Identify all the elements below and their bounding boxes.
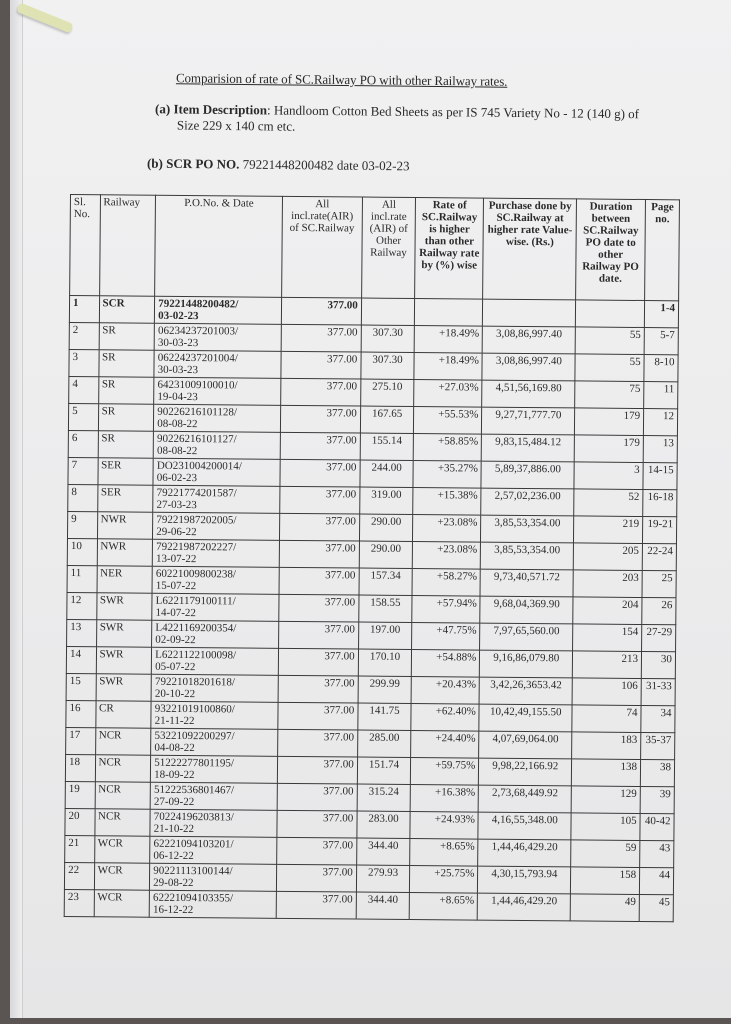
cell-railway: SR bbox=[99, 323, 155, 350]
po-number: 70224196203813/ bbox=[153, 810, 234, 824]
document-title: Comparision of rate of SC.Railway PO with other Railway rates. bbox=[175, 70, 508, 89]
header-po-date: P.O.No. & Date bbox=[155, 195, 283, 297]
cell-sl-no: 10 bbox=[67, 538, 97, 565]
cell-railway: NCR bbox=[95, 755, 151, 782]
cell-duration: 106 bbox=[572, 678, 641, 706]
cell-page-no: 16-18 bbox=[643, 490, 677, 517]
cell-rate-higher-pct: +35.27% bbox=[413, 461, 481, 489]
cell-purchase-value: 4,16,55,348.00 bbox=[478, 812, 571, 840]
cell-air-scr: 377.00 bbox=[280, 459, 360, 487]
cell-air-other: 307.30 bbox=[361, 325, 415, 352]
cell-purchase-value: 3,08,86,997.40 bbox=[482, 326, 575, 354]
cell-air-other: 155.14 bbox=[360, 433, 414, 460]
cell-purchase-value: 3,85,53,354.00 bbox=[481, 515, 574, 543]
cell-air-other: 290.00 bbox=[359, 514, 413, 541]
cell-air-other: 197.00 bbox=[358, 622, 412, 649]
cell-air-other: 170.10 bbox=[358, 649, 412, 676]
comparison-table bbox=[64, 194, 680, 922]
cell-air-other: 167.65 bbox=[360, 406, 414, 433]
cell-railway: SWR bbox=[96, 593, 152, 620]
cell-air-scr: 377.00 bbox=[277, 837, 357, 865]
cell-air-scr: 377.00 bbox=[279, 540, 359, 568]
table-body bbox=[64, 296, 678, 922]
cell-air-scr: 377.00 bbox=[276, 891, 356, 919]
po-number: 90226216101128/ bbox=[157, 405, 238, 419]
cell-sl-no: 7 bbox=[68, 457, 98, 484]
cell-page-no: 39 bbox=[640, 787, 674, 814]
cell-po-date bbox=[151, 701, 278, 729]
cell-page-no: 44 bbox=[639, 867, 673, 894]
cell-duration: 203 bbox=[573, 570, 642, 598]
cell-railway: SR bbox=[98, 350, 154, 377]
cell-page-no: 8-10 bbox=[644, 355, 678, 382]
po-number: 64231009100010/ bbox=[157, 378, 238, 392]
cell-railway: NWR bbox=[97, 512, 153, 539]
cell-railway: SWR bbox=[96, 647, 152, 674]
cell-po-date bbox=[154, 404, 281, 432]
po-date: 27-03-23 bbox=[156, 498, 197, 512]
cell-po-date bbox=[152, 593, 279, 621]
cell-air-other: 283.00 bbox=[357, 811, 411, 838]
cell-duration: 154 bbox=[573, 624, 642, 652]
cell-air-other: 290.00 bbox=[359, 541, 413, 568]
po-date: 16-12-22 bbox=[152, 903, 194, 917]
cell-sl-no: 5 bbox=[68, 403, 98, 430]
cell-air-other: 141.75 bbox=[358, 703, 412, 730]
cell-railway: NCR bbox=[95, 728, 151, 755]
cell-sl-no: 19 bbox=[65, 781, 95, 808]
cell-purchase-value: 4,07,69,064.00 bbox=[479, 731, 572, 759]
cell-page-no: 38 bbox=[640, 760, 674, 787]
cell-air-scr: 377.00 bbox=[277, 756, 357, 784]
po-number: 06224237201004/ bbox=[157, 351, 238, 365]
po-number: 79221987202005/ bbox=[156, 513, 237, 527]
cell-purchase-value: 2,57,02,236.00 bbox=[481, 488, 574, 516]
cell-po-date bbox=[150, 863, 277, 891]
cell-railway: NWR bbox=[97, 539, 153, 566]
po-text: 79221448200482 date 03-02-23 bbox=[239, 156, 410, 174]
cell-air-scr: 377.00 bbox=[279, 594, 359, 622]
cell-purchase-value: 7,97,65,560.00 bbox=[480, 623, 573, 651]
cell-purchase-value: 5,89,37,886.00 bbox=[481, 461, 574, 489]
cell-air-other bbox=[361, 298, 415, 325]
cell-duration: 75 bbox=[575, 381, 644, 409]
cell-air-scr: 377.00 bbox=[279, 513, 359, 541]
cell-page-no: 1-4 bbox=[644, 301, 678, 328]
cell-air-other: 158.55 bbox=[359, 595, 413, 622]
cell-rate-higher-pct: +18.49% bbox=[414, 353, 482, 381]
cell-duration: 219 bbox=[574, 516, 643, 544]
cell-po-date bbox=[150, 836, 277, 864]
po-date: 06-02-23 bbox=[156, 471, 198, 485]
item-text-line2: Size 229 x 140 cm etc. bbox=[176, 117, 296, 134]
cell-page-no: 31-33 bbox=[641, 679, 675, 706]
cell-po-date bbox=[153, 431, 280, 459]
cell-duration: 105 bbox=[571, 813, 640, 841]
cell-page-no: 26 bbox=[642, 598, 676, 625]
cell-rate-higher-pct: +24.40% bbox=[411, 730, 479, 758]
po-number: DO231004200014/ bbox=[156, 459, 242, 473]
cell-po-date bbox=[153, 512, 280, 540]
cell-duration: 205 bbox=[573, 543, 642, 571]
cell-railway: SER bbox=[97, 458, 153, 485]
cell-sl-no: 11 bbox=[67, 565, 97, 592]
po-number: 90221113100144/ bbox=[153, 864, 233, 878]
cell-po-date bbox=[150, 809, 277, 837]
cell-rate-higher-pct: +15.38% bbox=[413, 488, 481, 516]
cell-sl-no: 20 bbox=[65, 808, 95, 835]
po-number: 79221987202227/ bbox=[156, 540, 237, 554]
cell-po-date bbox=[154, 377, 281, 405]
cell-rate-higher-pct: +58.27% bbox=[412, 569, 480, 597]
po-date: 21-11-22 bbox=[154, 714, 195, 728]
po-number: 06234237201003/ bbox=[157, 324, 239, 338]
cell-duration: 49 bbox=[570, 894, 639, 922]
po-date: 02-09-22 bbox=[155, 633, 196, 647]
po-date: 30-03-23 bbox=[157, 363, 199, 377]
po-date: 05-07-22 bbox=[155, 660, 196, 674]
cell-duration: 129 bbox=[571, 786, 640, 814]
cell-railway: SWR bbox=[96, 674, 152, 701]
cell-rate-higher-pct: +20.43% bbox=[411, 676, 479, 704]
cell-duration: 213 bbox=[573, 651, 642, 679]
cell-air-other: 157.34 bbox=[359, 568, 413, 595]
cell-po-date bbox=[154, 350, 281, 378]
cell-railway: SER bbox=[97, 485, 153, 512]
cell-duration: 179 bbox=[575, 408, 644, 436]
cell-sl-no: 6 bbox=[68, 430, 98, 457]
cell-po-date bbox=[155, 296, 282, 324]
sheet-stack-edge bbox=[10, 0, 23, 1018]
cell-air-other: 299.99 bbox=[358, 676, 412, 703]
cell-purchase-value: 3,08,86,997.40 bbox=[482, 353, 575, 381]
cell-purchase-value: 1,44,46,429.20 bbox=[478, 893, 571, 921]
header-sl-no: Sl. No. bbox=[70, 195, 100, 296]
cell-air-scr: 377.00 bbox=[277, 810, 357, 838]
po-date: 08-08-22 bbox=[156, 444, 198, 458]
cell-sl-no: 4 bbox=[69, 376, 99, 403]
scr-po-line bbox=[147, 156, 410, 175]
cell-duration: 158 bbox=[571, 867, 640, 895]
po-number: 79221774201587/ bbox=[156, 486, 237, 500]
cell-rate-higher-pct: +47.75% bbox=[412, 623, 480, 651]
cell-rate-higher-pct: +16.38% bbox=[410, 784, 478, 812]
cell-air-scr: 377.00 bbox=[279, 621, 359, 649]
cell-sl-no: 3 bbox=[69, 349, 99, 376]
header-page-no: Page no. bbox=[645, 200, 680, 301]
cell-duration: 138 bbox=[572, 759, 641, 787]
cell-page-no: 35-37 bbox=[641, 733, 675, 760]
cell-purchase-value: 9,27,71,777.70 bbox=[482, 407, 575, 435]
cell-page-no: 5-7 bbox=[644, 328, 678, 355]
cell-sl-no: 14 bbox=[66, 646, 96, 673]
cell-purchase-value: 9,16,86,079.80 bbox=[480, 650, 573, 678]
cell-duration: 59 bbox=[571, 840, 640, 868]
header-rate-higher-pct: Rate of SC.Railway is higher than other Railway rate by (%) wise bbox=[415, 198, 484, 300]
cell-duration: 55 bbox=[575, 354, 644, 382]
cell-purchase-value: 3,42,26,3653.42 bbox=[479, 677, 572, 705]
cell-air-other: 315.24 bbox=[357, 784, 411, 811]
header-purchase-value: Purchase done by SC.Railway at higher rate Value-wise. (Rs.) bbox=[483, 198, 577, 300]
cell-rate-higher-pct: +57.94% bbox=[412, 596, 480, 624]
cell-sl-no: 12 bbox=[67, 592, 97, 619]
cell-sl-no: 1 bbox=[69, 296, 99, 323]
po-number: 62221094103201/ bbox=[153, 837, 234, 851]
po-date: 21-10-22 bbox=[153, 822, 195, 836]
header-railway: Railway bbox=[99, 195, 156, 296]
po-date: 29-08-22 bbox=[153, 876, 194, 890]
cell-railway: WCR bbox=[94, 863, 150, 890]
cell-duration: 55 bbox=[575, 327, 644, 355]
po-date: 13-07-22 bbox=[155, 552, 197, 566]
po-number: 90226216101127/ bbox=[157, 432, 237, 446]
cell-air-scr: 377.00 bbox=[280, 405, 360, 433]
cell-rate-higher-pct: +27.03% bbox=[414, 380, 482, 408]
cell-rate-higher-pct: +8.65% bbox=[409, 892, 477, 920]
item-text: : Handloom Cotton Bed Sheets as per IS 745 Variety No - 12 (140 g) of bbox=[266, 102, 640, 122]
table-row bbox=[64, 889, 673, 921]
cell-sl-no: 15 bbox=[66, 673, 96, 700]
cell-railway: SR bbox=[98, 431, 154, 458]
po-date: 06-12-22 bbox=[153, 849, 194, 863]
cell-sl-no: 17 bbox=[66, 727, 96, 754]
cell-page-no: 19-21 bbox=[643, 517, 677, 544]
po-date: 18-09-22 bbox=[154, 768, 195, 782]
cell-purchase-value: 10,42,49,155.50 bbox=[479, 704, 572, 732]
cell-air-scr: 377.00 bbox=[277, 783, 357, 811]
cell-purchase-value: 1,44,46,429.20 bbox=[478, 839, 571, 867]
po-date: 29-06-22 bbox=[156, 525, 197, 539]
cell-page-no: 22-24 bbox=[642, 544, 676, 571]
cell-po-date bbox=[150, 782, 277, 810]
cell-rate-higher-pct: +55.53% bbox=[414, 407, 482, 435]
po-number: L4221169200354/ bbox=[155, 621, 237, 635]
cell-purchase-value: 9,68,04,369.90 bbox=[480, 596, 573, 624]
cell-po-date bbox=[153, 485, 280, 513]
cell-page-no: 45 bbox=[639, 894, 673, 921]
cell-air-other: 244.00 bbox=[360, 460, 414, 487]
cell-air-scr: 377.00 bbox=[276, 864, 356, 892]
cell-purchase-value: 2,73,68,449.92 bbox=[478, 785, 571, 813]
cell-sl-no: 21 bbox=[65, 835, 95, 862]
cell-po-date bbox=[149, 890, 276, 918]
cell-air-other: 285.00 bbox=[357, 730, 411, 757]
cell-air-other: 319.00 bbox=[359, 487, 413, 514]
po-number: 51222536801467/ bbox=[153, 783, 235, 797]
po-number: 79221448200482/ bbox=[158, 297, 239, 311]
po-number: 93221019100860/ bbox=[154, 702, 235, 716]
table-header-row bbox=[70, 195, 680, 301]
cell-air-scr: 377.00 bbox=[281, 378, 361, 406]
cell-purchase-value: 9,83,15,484.12 bbox=[482, 434, 575, 462]
cell-page-no: 30 bbox=[641, 652, 675, 679]
cell-duration bbox=[576, 300, 645, 328]
cell-air-scr: 377.00 bbox=[279, 567, 359, 595]
cell-sl-no: 2 bbox=[69, 322, 99, 349]
cell-duration: 74 bbox=[572, 705, 641, 733]
po-number: 79221018201618/ bbox=[154, 675, 236, 689]
cell-purchase-value: 4,30,15,793.94 bbox=[478, 866, 571, 894]
cell-railway: NCR bbox=[94, 809, 150, 836]
cell-purchase-value: 9,98,22,166.92 bbox=[479, 758, 572, 786]
item-prefix: (a) bbox=[155, 101, 174, 117]
po-number: 60221009800238/ bbox=[155, 567, 237, 581]
cell-air-scr: 377.00 bbox=[280, 432, 360, 460]
cell-rate-higher-pct: +18.49% bbox=[414, 326, 482, 354]
cell-railway: SR bbox=[98, 404, 154, 431]
cell-page-no: 43 bbox=[640, 840, 674, 867]
po-date: 03-02-23 bbox=[158, 309, 199, 323]
cell-duration: 204 bbox=[573, 597, 642, 625]
cell-railway: WCR bbox=[94, 890, 150, 917]
cell-air-other: 307.30 bbox=[361, 352, 415, 379]
cell-railway: SCR bbox=[99, 296, 155, 323]
cell-rate-higher-pct: +24.93% bbox=[410, 811, 478, 839]
header-air-other: All incl.rate (AIR) of Other Railway bbox=[361, 197, 415, 298]
po-date: 30-03-23 bbox=[157, 336, 199, 350]
header-duration: Duration between SC.Railway PO date to other Railway PO date. bbox=[576, 199, 646, 301]
cell-rate-higher-pct: +23.08% bbox=[413, 542, 481, 570]
cell-air-other: 151.74 bbox=[357, 757, 411, 784]
cell-po-date bbox=[151, 755, 278, 783]
cell-railway: NER bbox=[97, 566, 153, 593]
cell-po-date bbox=[152, 620, 279, 648]
cell-sl-no: 13 bbox=[67, 619, 97, 646]
cell-railway: SR bbox=[98, 377, 154, 404]
po-date: 27-09-22 bbox=[153, 795, 195, 809]
po-number: 53221092200297/ bbox=[154, 729, 235, 743]
cell-duration: 183 bbox=[572, 732, 641, 760]
cell-purchase-value bbox=[483, 299, 576, 327]
cell-air-other: 344.40 bbox=[356, 892, 410, 919]
cell-sl-no: 22 bbox=[64, 862, 94, 889]
cell-air-scr: 377.00 bbox=[278, 648, 358, 676]
cell-air-scr: 377.00 bbox=[281, 297, 361, 325]
cell-po-date bbox=[152, 566, 279, 594]
cell-purchase-value: 9,73,40,571.72 bbox=[480, 569, 573, 597]
cell-air-scr: 377.00 bbox=[278, 702, 358, 730]
cell-railway: NCR bbox=[95, 782, 151, 809]
cell-rate-higher-pct: +25.75% bbox=[410, 865, 478, 893]
cell-page-no: 11 bbox=[644, 382, 678, 409]
cell-sl-no: 9 bbox=[67, 511, 97, 538]
po-date: 14-07-22 bbox=[155, 606, 196, 620]
po-number: 51222277801195/ bbox=[154, 756, 234, 770]
cell-po-date bbox=[153, 458, 280, 486]
cell-duration: 179 bbox=[574, 435, 643, 463]
cell-air-scr: 377.00 bbox=[281, 324, 361, 352]
cell-rate-higher-pct: +58.85% bbox=[413, 434, 481, 462]
cell-page-no: 40-42 bbox=[640, 813, 674, 840]
cell-duration: 3 bbox=[574, 462, 643, 490]
cell-air-other: 279.93 bbox=[356, 865, 410, 892]
cell-air-scr: 377.00 bbox=[281, 351, 361, 379]
cell-page-no: 12 bbox=[643, 409, 677, 436]
cell-po-date bbox=[152, 647, 279, 675]
po-date: 19-04-23 bbox=[157, 390, 198, 404]
cell-rate-higher-pct: +23.08% bbox=[413, 515, 481, 543]
cell-po-date bbox=[151, 728, 278, 756]
po-number: 62221094103355/ bbox=[153, 891, 234, 905]
cell-po-date bbox=[154, 323, 281, 351]
cell-railway: CR bbox=[95, 701, 151, 728]
cell-rate-higher-pct bbox=[415, 299, 483, 327]
cell-air-scr: 377.00 bbox=[278, 729, 358, 757]
item-label: Item Description bbox=[173, 101, 268, 118]
cell-duration: 52 bbox=[574, 489, 643, 517]
po-number: L6221122100098/ bbox=[155, 648, 237, 662]
cell-air-other: 275.10 bbox=[360, 379, 414, 406]
po-label: (b) SCR PO NO. bbox=[146, 155, 240, 172]
header-air-scr: All incl.rate(AIR) of SC.Railway bbox=[282, 196, 363, 298]
cell-air-scr: 377.00 bbox=[280, 486, 360, 514]
cell-railway: SWR bbox=[96, 620, 152, 647]
item-description bbox=[155, 101, 685, 139]
po-date: 04-08-22 bbox=[154, 741, 195, 755]
cell-sl-no: 23 bbox=[64, 889, 94, 916]
cell-rate-higher-pct: +8.65% bbox=[410, 838, 478, 866]
po-date: 15-07-22 bbox=[155, 579, 197, 593]
po-date: 20-10-22 bbox=[154, 687, 196, 701]
cell-purchase-value: 4,51,56,169.80 bbox=[482, 380, 575, 408]
cell-page-no: 25 bbox=[642, 571, 676, 598]
po-number: L6221179100111/ bbox=[155, 594, 236, 608]
cell-sl-no: 18 bbox=[65, 754, 95, 781]
cell-po-date bbox=[152, 539, 279, 567]
cell-air-other: 344.40 bbox=[356, 838, 410, 865]
cell-rate-higher-pct: +59.75% bbox=[411, 757, 479, 785]
cell-purchase-value: 3,85,53,354.00 bbox=[481, 542, 574, 570]
cell-sl-no: 8 bbox=[68, 484, 98, 511]
cell-air-scr: 377.00 bbox=[278, 675, 358, 703]
po-date: 08-08-22 bbox=[157, 417, 198, 431]
cell-page-no: 34 bbox=[641, 706, 675, 733]
cell-page-no: 27-29 bbox=[642, 625, 676, 652]
cell-railway: WCR bbox=[94, 836, 150, 863]
cell-page-no: 13 bbox=[643, 436, 677, 463]
cell-rate-higher-pct: +54.88% bbox=[412, 650, 480, 678]
cell-po-date bbox=[151, 674, 278, 702]
cell-sl-no: 16 bbox=[66, 700, 96, 727]
cell-rate-higher-pct: +62.40% bbox=[411, 703, 479, 731]
cell-page-no: 14-15 bbox=[643, 463, 677, 490]
